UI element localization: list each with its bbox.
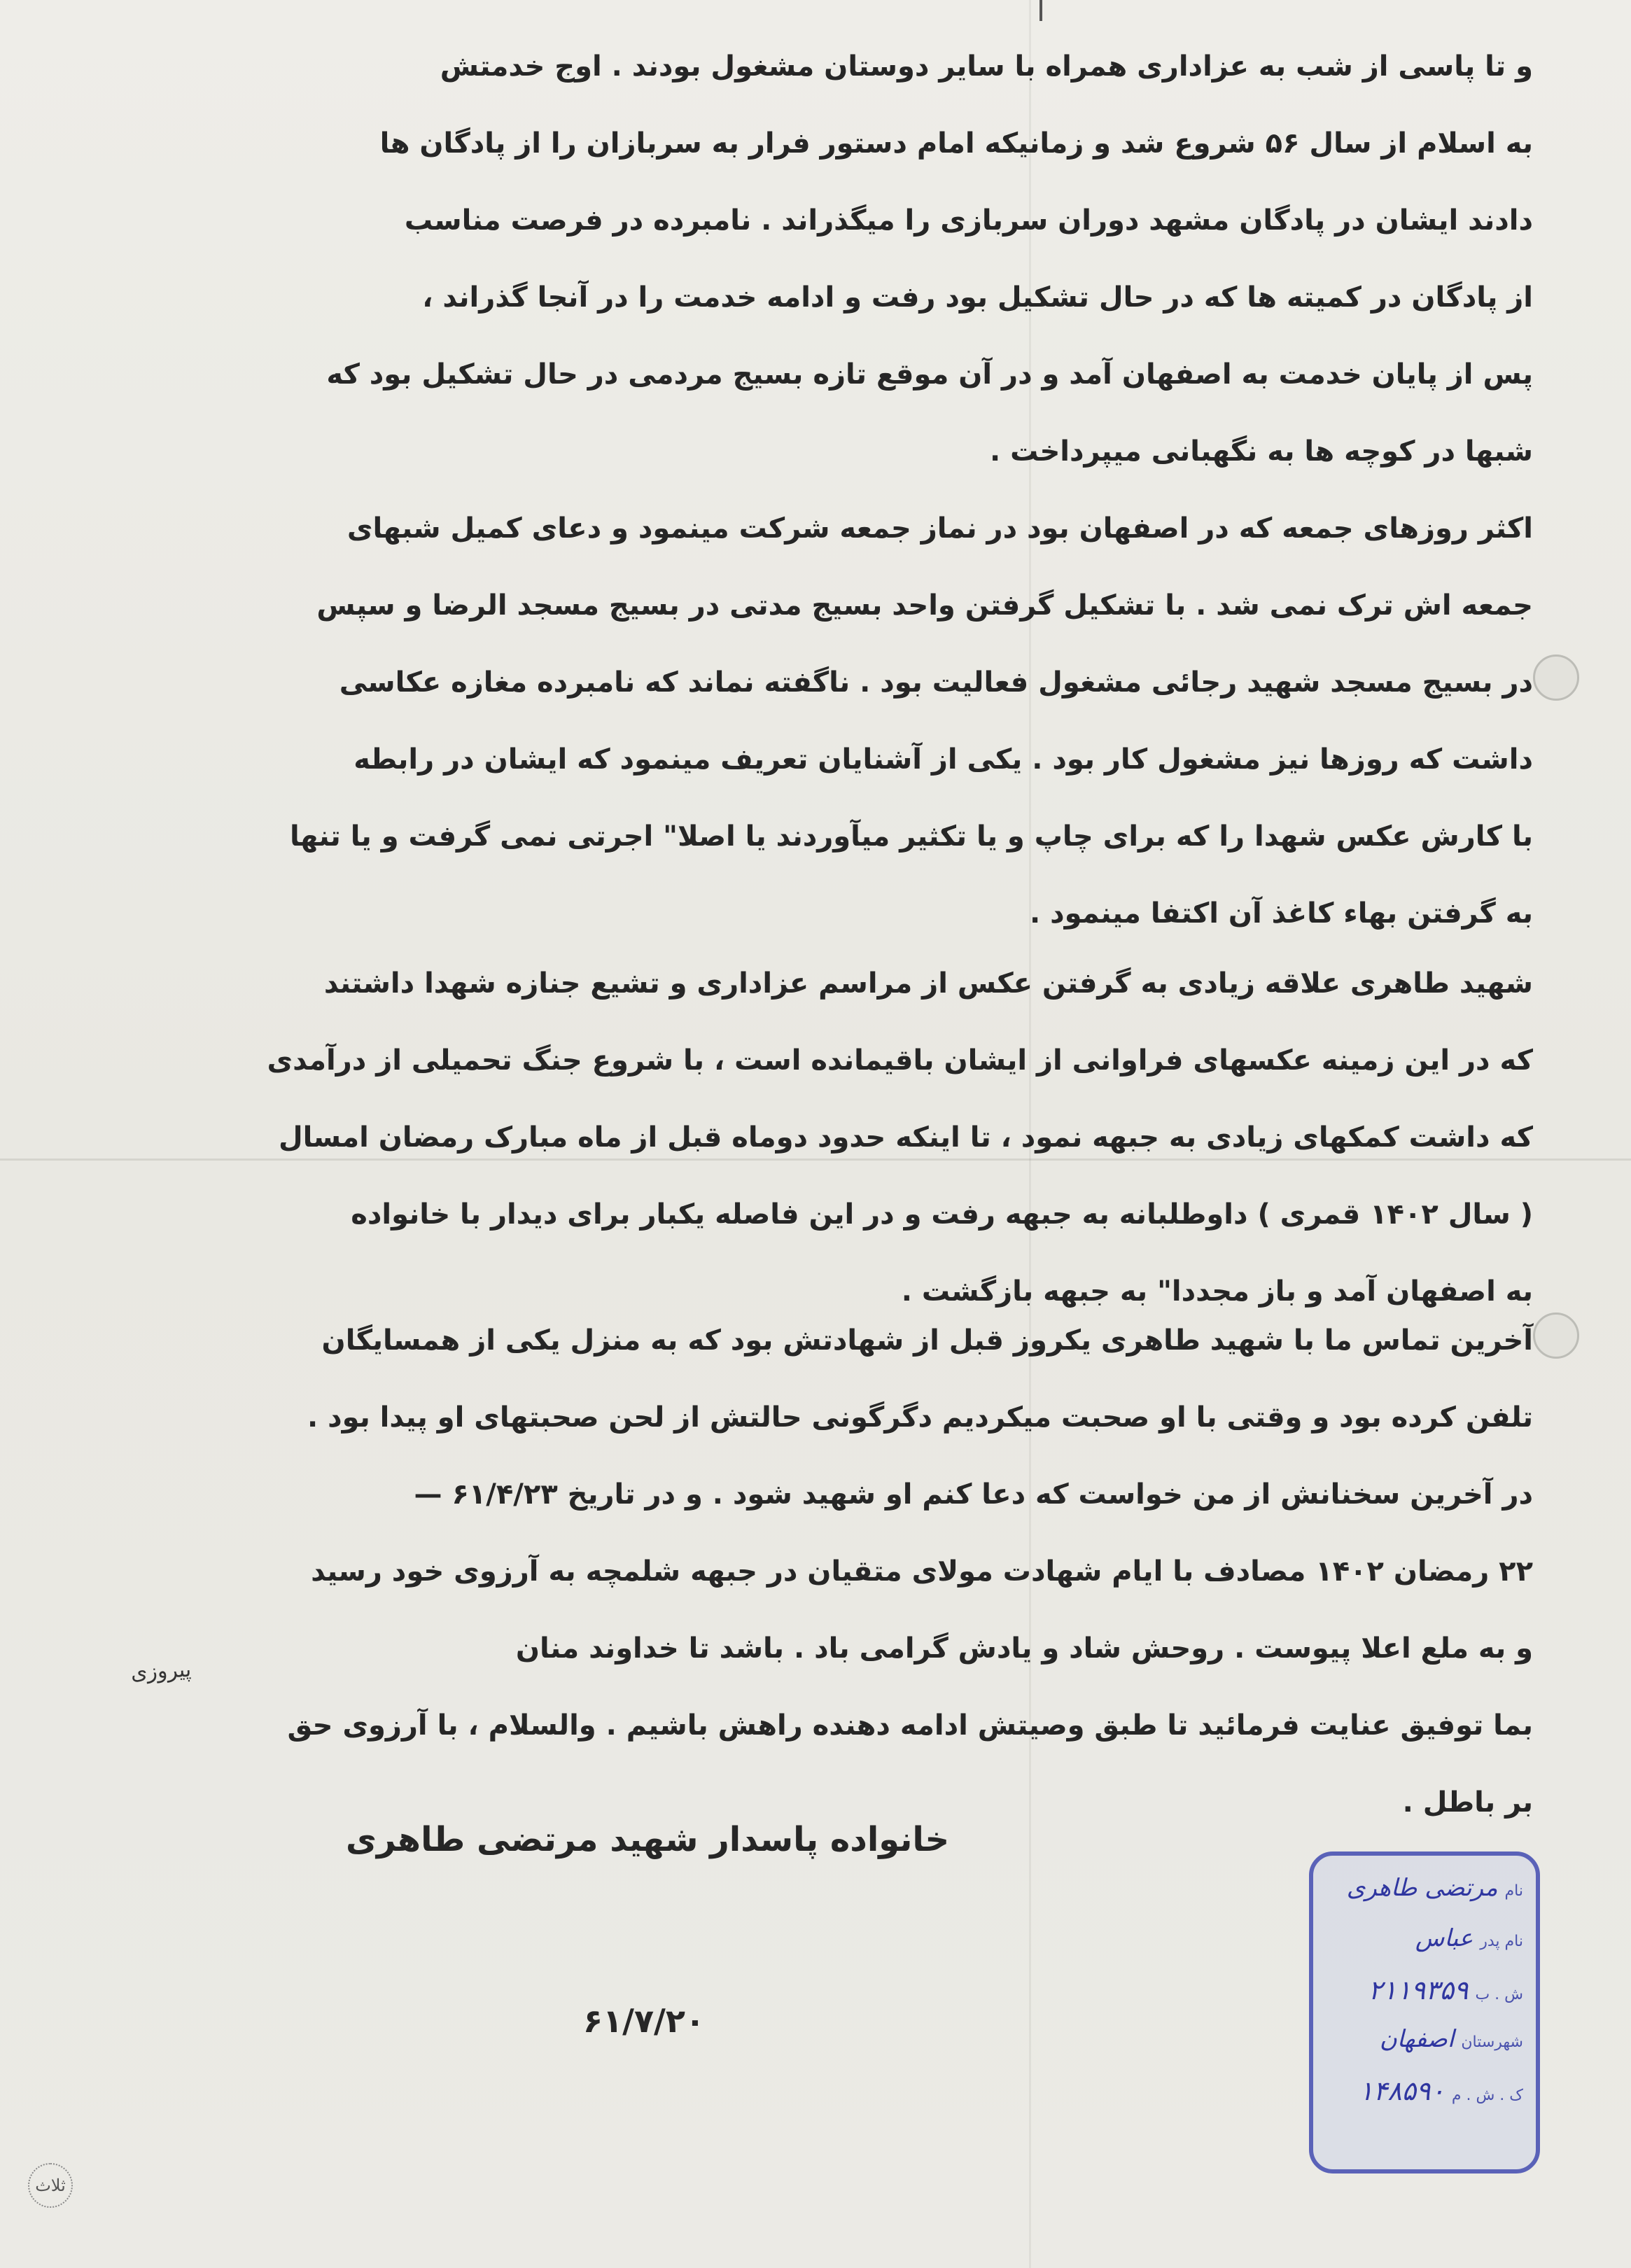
stamp-value: ۲۱۱۹۳۵۹ bbox=[1368, 1975, 1469, 2005]
text-line: و به ملع اعلا پیوست . روحش شاد و یادش گرامی باد . باشد تا خداوند منان bbox=[515, 1632, 1533, 1665]
text-line: به اصفهان آمد و باز مجددا" به جبهه بازگشت . bbox=[901, 1275, 1533, 1308]
punch-hole bbox=[1533, 654, 1579, 701]
text-line: با کارش عکس شهدا را که برای چاپ و یا تکثیر میآوردند یا اصلا" اجرتی نمی گرفت و یا تنها bbox=[290, 820, 1533, 853]
text-line: و تا پاسی از شب به عزاداری همراه با سایر دوستان مشغول بودند . اوج خدمتش bbox=[440, 50, 1533, 83]
text-line: در بسیج مسجد شهید رجائی مشغول فعالیت بود . ناگفته نماند که نامبرده مغازه عکاسی bbox=[339, 666, 1533, 699]
stamp-label: نام bbox=[1504, 1882, 1523, 1900]
text-line: ۲۲ رمضان ۱۴۰۲ مصادف با ایام شهادت مولای متقیان در جبهه شلمچه به آرزوی خود رسید bbox=[311, 1555, 1533, 1588]
signature-line: خانواده پاسدار شهید مرتضی طاهری bbox=[345, 1820, 950, 1859]
text-line: پس از پایان خدمت به اصفهان آمد و در آن موقع تازه بسیج مردمی در حال تشکیل بود که bbox=[326, 358, 1533, 391]
handwritten-insertion: پیروزی bbox=[130, 1657, 192, 1686]
stamp-label: نام پدر bbox=[1480, 1933, 1523, 1950]
paragraph-4 bbox=[91, 1302, 1533, 1841]
identity-stamp bbox=[1309, 1851, 1540, 2174]
text-line: بر باطل . bbox=[1402, 1786, 1533, 1819]
stamp-row bbox=[1326, 1874, 1523, 1924]
paragraph-1 bbox=[182, 28, 1533, 490]
text-line: که داشت کمکهای زیادی به جبهه نمود ، تا اینکه حدود دوماه قبل از ماه مبارک رمضان امسال bbox=[278, 1121, 1533, 1154]
text-line: داشت که روزها نیز مشغول کار بود . یکی از آشنایان تعریف مینمود که ایشان در رابطه bbox=[354, 743, 1533, 776]
text-line: تلفن کرده بود و وقتی با او صحبت میکردیم دگرگونی حالتش از لحن صحبتهای او پیدا بود . bbox=[307, 1401, 1533, 1434]
text-line: جمعه اش ترک نمی شد . با تشکیل گرفتن واحد بسیج مدتی در بسیج مسجد الرضا و سپس bbox=[316, 589, 1533, 622]
text-line: شهید طاهری علاقه زیادی به گرفتن عکس از مراسم عزاداری و تشیع جنازه شهدا داشتند bbox=[323, 967, 1533, 1000]
text-line: که در این زمینه عکسهای فراوانی از ایشان باقیمانده است ، با شروع جنگ تحمیلی از درآمدی bbox=[267, 1044, 1533, 1077]
text-line: از پادگان در کمیته ها که در حال تشکیل بود رفت و ادامه خدمت را در آنجا گذراند ، bbox=[422, 281, 1533, 314]
text-line: شبها در کوچه ها به نگهبانی میپرداخت . bbox=[989, 435, 1533, 468]
corner-seal-mark: ثلاث bbox=[28, 2163, 73, 2208]
stamp-value: مرتضی طاهری bbox=[1346, 1874, 1498, 1902]
text-line: بما توفیق عنایت فرمائید تا طبق وصیتش ادامه دهنده راهش باشیم . والسلام ، با آرزوی حق bbox=[287, 1709, 1533, 1742]
stamp-value: اصفهان bbox=[1379, 2025, 1455, 2053]
document-date: ۶۱/۷/۲۰ bbox=[583, 2002, 705, 2040]
text-line: به گرفتن بهاء کاغذ آن اکتفا مینمود . bbox=[1029, 897, 1533, 930]
stamp-row bbox=[1326, 1975, 1523, 2025]
text-line: در آخرین سخنانش از من خواست که دعا کنم او شهید شود . و در تاریخ ۶۱/۴/۲۳ — bbox=[414, 1478, 1533, 1511]
text-line: به اسلام از سال ۵۶ شروع شد و زمانیکه امام دستور فرار به سربازان را از پادگان ها bbox=[379, 127, 1533, 160]
text-line: ( سال ۱۴۰۲ قمری ) داوطلبانه به جبهه رفت و در این فاصله یکبار برای دیدار با خانواده bbox=[351, 1198, 1533, 1231]
text-line: اکثر روزهای جمعه که در اصفهان بود در نماز جمعه شرکت مینمود و دعای کمیل شبهای bbox=[346, 512, 1533, 545]
stamp-row bbox=[1326, 2076, 1523, 2126]
stamp-label: ک . ش . م bbox=[1451, 2087, 1523, 2104]
stamp-label: ش . ب bbox=[1475, 1986, 1523, 2003]
stamp-label: شهرستان bbox=[1461, 2033, 1523, 2051]
stamp-value: ۱۴۸۵۹۰ bbox=[1359, 2076, 1445, 2106]
text-line: دادند ایشان در پادگان مشهد دوران سربازی را میگذراند . نامبرده در فرصت مناسب bbox=[404, 204, 1533, 237]
paragraph-2 bbox=[91, 490, 1533, 952]
punch-hole bbox=[1533, 1312, 1579, 1359]
text-line: آخرین تماس ما با شهید طاهری یکروز قبل از شهادتش بود که به منزل یکی از همسایگان bbox=[321, 1324, 1533, 1357]
stamp-value: عباس bbox=[1415, 1924, 1474, 1952]
paragraph-3 bbox=[91, 945, 1533, 1330]
stamp-row bbox=[1326, 1924, 1523, 1975]
top-edge-mark bbox=[1040, 0, 1042, 21]
stamp-row bbox=[1326, 2025, 1523, 2076]
